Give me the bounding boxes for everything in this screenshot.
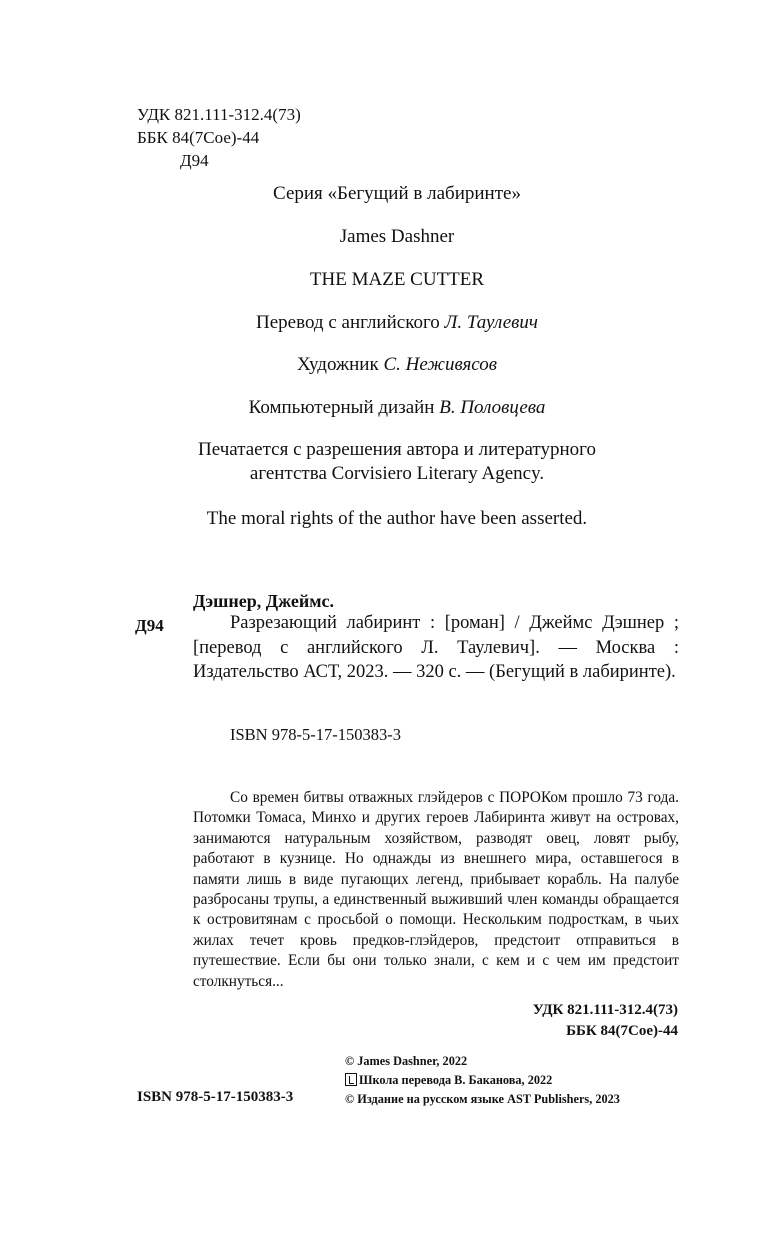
- permission-line-2: агентства Corvisiero Literary Agency.: [249, 463, 545, 484]
- artist-label: Художник: [296, 354, 379, 375]
- translator-name: Л. Таулевич: [444, 312, 538, 333]
- permission-line-1: Печатается с разрешения автора и литературного: [198, 439, 596, 460]
- bbk-code: ББК 84(7Сое)-44: [137, 128, 260, 147]
- moral-rights-line: The moral rights of the author have been asserted.: [206, 508, 588, 529]
- original-title: THE MAZE CUTTER: [309, 269, 485, 290]
- translation-label: Перевод с английского: [256, 312, 440, 333]
- footer-udk: УДК 821.111-312.4(73): [532, 1002, 678, 1018]
- translator-line: [0, 311, 768, 335]
- designer-name: В. Половцева: [439, 397, 546, 418]
- design-line: [0, 396, 768, 420]
- design-label: Компьютерный дизайн: [248, 397, 435, 418]
- author-mark: Д94: [180, 151, 209, 170]
- copyright-translation: Школа перевода В. Баканова, 2022: [359, 1073, 553, 1087]
- copyright-translation-line: [345, 1073, 552, 1088]
- udk-code: УДК 821.111-312.4(73): [137, 105, 301, 124]
- catalog-description: Разрезающий лабиринт : [роман] / Джеймс Дэшнер ; [перевод с английского Л. Таулевич]. — Москва : Издательство АСТ, 2023. — 320 с. — (Бегущий в лабиринте).: [193, 613, 679, 682]
- annotation-paragraph: Со времен битвы отважных глэйдеров с ПОРОКом прошло 73 года. Потомки Томаса, Минхо и других героев Лабиринта живут на островах, занимаются натуральным хозяйством, разводят овец, ловят рыбу, работают в кузнице. Но однажды из внешнего мира, оставшегося в памяти лишь в виде пугающих легенд, прибывает корабль. На палубе разбросаны трупы, а единственный выживший член команды обращается к островитянам с просьбой о помощи. Нескольким подросткам, в чьих жилах течет кровь предков-глэйдеров, предстоит отправиться в путешествие. Если бы они только знали, с кем и с чем им предстоит столкнуться...: [193, 789, 679, 990]
- catalog-isbn: ISBN 978-5-17-150383-3: [230, 725, 401, 744]
- copyright-author: © James Dashner, 2022: [345, 1054, 468, 1068]
- footer-bbk: ББК 84(7Сое)-44: [566, 1023, 678, 1039]
- series-line: Серия «Бегущий в лабиринте»: [273, 183, 521, 204]
- copyright-edition: © Издание на русском языке AST Publishers, 2023: [345, 1092, 620, 1106]
- catalog-author-mark: Д94: [135, 616, 164, 635]
- artist-line: [0, 353, 768, 377]
- footer-isbn: ISBN 978-5-17-150383-3: [137, 1089, 294, 1105]
- catalog-author-heading: Дэшнер, Джеймс.: [193, 591, 335, 611]
- translation-school-logo-icon: [345, 1073, 357, 1086]
- original-author: James Dashner: [339, 226, 455, 247]
- artist-name: С. Неживясов: [383, 354, 498, 375]
